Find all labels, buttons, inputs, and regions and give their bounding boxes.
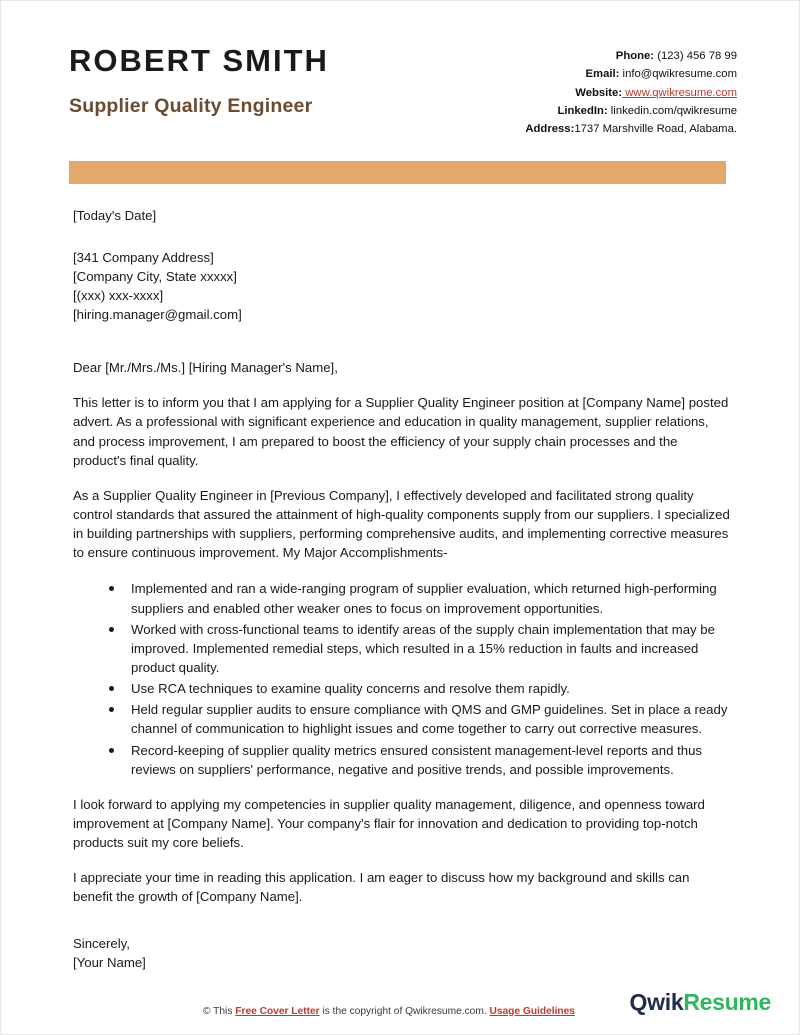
- contact-website-link[interactable]: www.qwikresume.com: [622, 86, 737, 99]
- body-paragraph-3: I look forward to applying my competencies in supplier quality management, diligence, and openness toward improvement at [Company Name]. Your company's flair for innovation and dedication to providing top-notch products suit my core beliefs.: [73, 796, 705, 851]
- accomplishments-list: [73, 579, 731, 778]
- contact-linkedin: [525, 102, 737, 120]
- contact-phone-label: Phone:: [615, 50, 655, 62]
- letter-date: [73, 206, 731, 225]
- recipient-line: [hiring.manager@gmail.com]: [73, 307, 242, 323]
- candidate-identity: [69, 39, 329, 118]
- contact-details: [525, 39, 737, 138]
- signature-name: [Your Name]: [73, 954, 146, 970]
- copyright-prefix: © This: [203, 1005, 236, 1017]
- letter-header: [1, 1, 799, 138]
- free-cover-letter-link[interactable]: Free Cover Letter: [235, 1005, 320, 1017]
- list-item: Held regular supplier audits to ensure compliance with QMS and GMP guidelines. Set in place a ready channel of communication to highlight issues and come together to carry out corrective measures.: [109, 700, 731, 738]
- qwikresume-logo: [630, 989, 771, 1016]
- page-footer: [1, 989, 799, 1018]
- accent-divider-bar: [69, 161, 726, 184]
- salutation: Dear [Mr./Mrs./Ms.] [Hiring Manager's Name],: [73, 360, 338, 376]
- contact-email-value: info@qwikresume.com: [619, 68, 737, 81]
- list-item: Implemented and ran a wide-ranging program of supplier evaluation, which returned high-performing suppliers and enabled other weaker ones to focus on improvement opportunities.: [109, 579, 731, 617]
- closing-salutation: Sincerely,: [73, 935, 130, 951]
- contact-linkedin-value: linkedin.com/qwikresume: [607, 104, 737, 117]
- usage-guidelines-link[interactable]: Usage Guidelines: [489, 1005, 575, 1017]
- letter-date-value: [Today's Date]: [73, 208, 157, 224]
- logo-text-qwik: Qwik: [629, 989, 684, 1015]
- copyright-middle: is the copyright of Qwikresume.com.: [319, 1005, 490, 1017]
- contact-email: [525, 65, 737, 83]
- body-paragraph-2: As a Supplier Quality Engineer in [Previous Company], I effectively developed and facilitated strong quality control standards that assured the attainment of high-quality components supply from our suppliers. I specialized in building partnerships with suppliers, performing comprehensive audits, and implementing corrective measures to ensure continuous improvement. My Major Accomplishments-: [73, 487, 730, 561]
- recipient-line: [(xxx) xxx-xxxx]: [73, 287, 164, 303]
- contact-website-label: Website:: [575, 86, 623, 99]
- body-paragraph-1: This letter is to inform you that I am applying for a Supplier Quality Engineer position at [Company Name] posted advert. As a professional with significant experience and education in quality management, supplier relations, and process improvement, I am prepared to boost the efficiency of your supply chain processes and the product's final quality.: [73, 395, 729, 468]
- logo-text-resume: Resume: [683, 989, 771, 1015]
- contact-address-label: Address:: [525, 123, 575, 136]
- contact-linkedin-label: LinkedIn:: [557, 104, 608, 117]
- body-paragraph-4: I appreciate your time in reading this application. I am eager to discuss how my background and skills can benefit the growth of [Company Name].: [73, 870, 690, 905]
- recipient-line: [341 Company Address]: [73, 249, 214, 265]
- candidate-job-title: Supplier Quality Engineer: [69, 94, 313, 117]
- list-item: Use RCA techniques to examine quality concerns and resolve them rapidly.: [109, 679, 731, 698]
- contact-phone: [525, 47, 737, 65]
- contact-address-value: 1737 Marshville Road, Alabama.: [574, 123, 737, 136]
- contact-address: [525, 120, 737, 138]
- list-item: Worked with cross-functional teams to identify areas of the supply chain implementation that may be improved. Implemented remedial steps, which resulted in a 15% reduction in faults and increased product quality.: [109, 620, 731, 677]
- contact-website: [525, 84, 737, 102]
- recipient-address: [73, 248, 731, 325]
- contact-phone-value: (123) 456 78 99: [654, 50, 737, 62]
- signoff: [73, 934, 731, 972]
- letter-body: [1, 206, 799, 971]
- contact-email-label: Email:: [585, 68, 620, 81]
- candidate-name: ROBERT SMITH: [69, 43, 329, 78]
- recipient-line: [Company City, State xxxxx]: [73, 268, 237, 284]
- list-item: Record-keeping of supplier quality metrics ensured consistent management-level reports and thus reviews on suppliers' performance, negative and positive trends, and possible improvements.: [109, 741, 731, 779]
